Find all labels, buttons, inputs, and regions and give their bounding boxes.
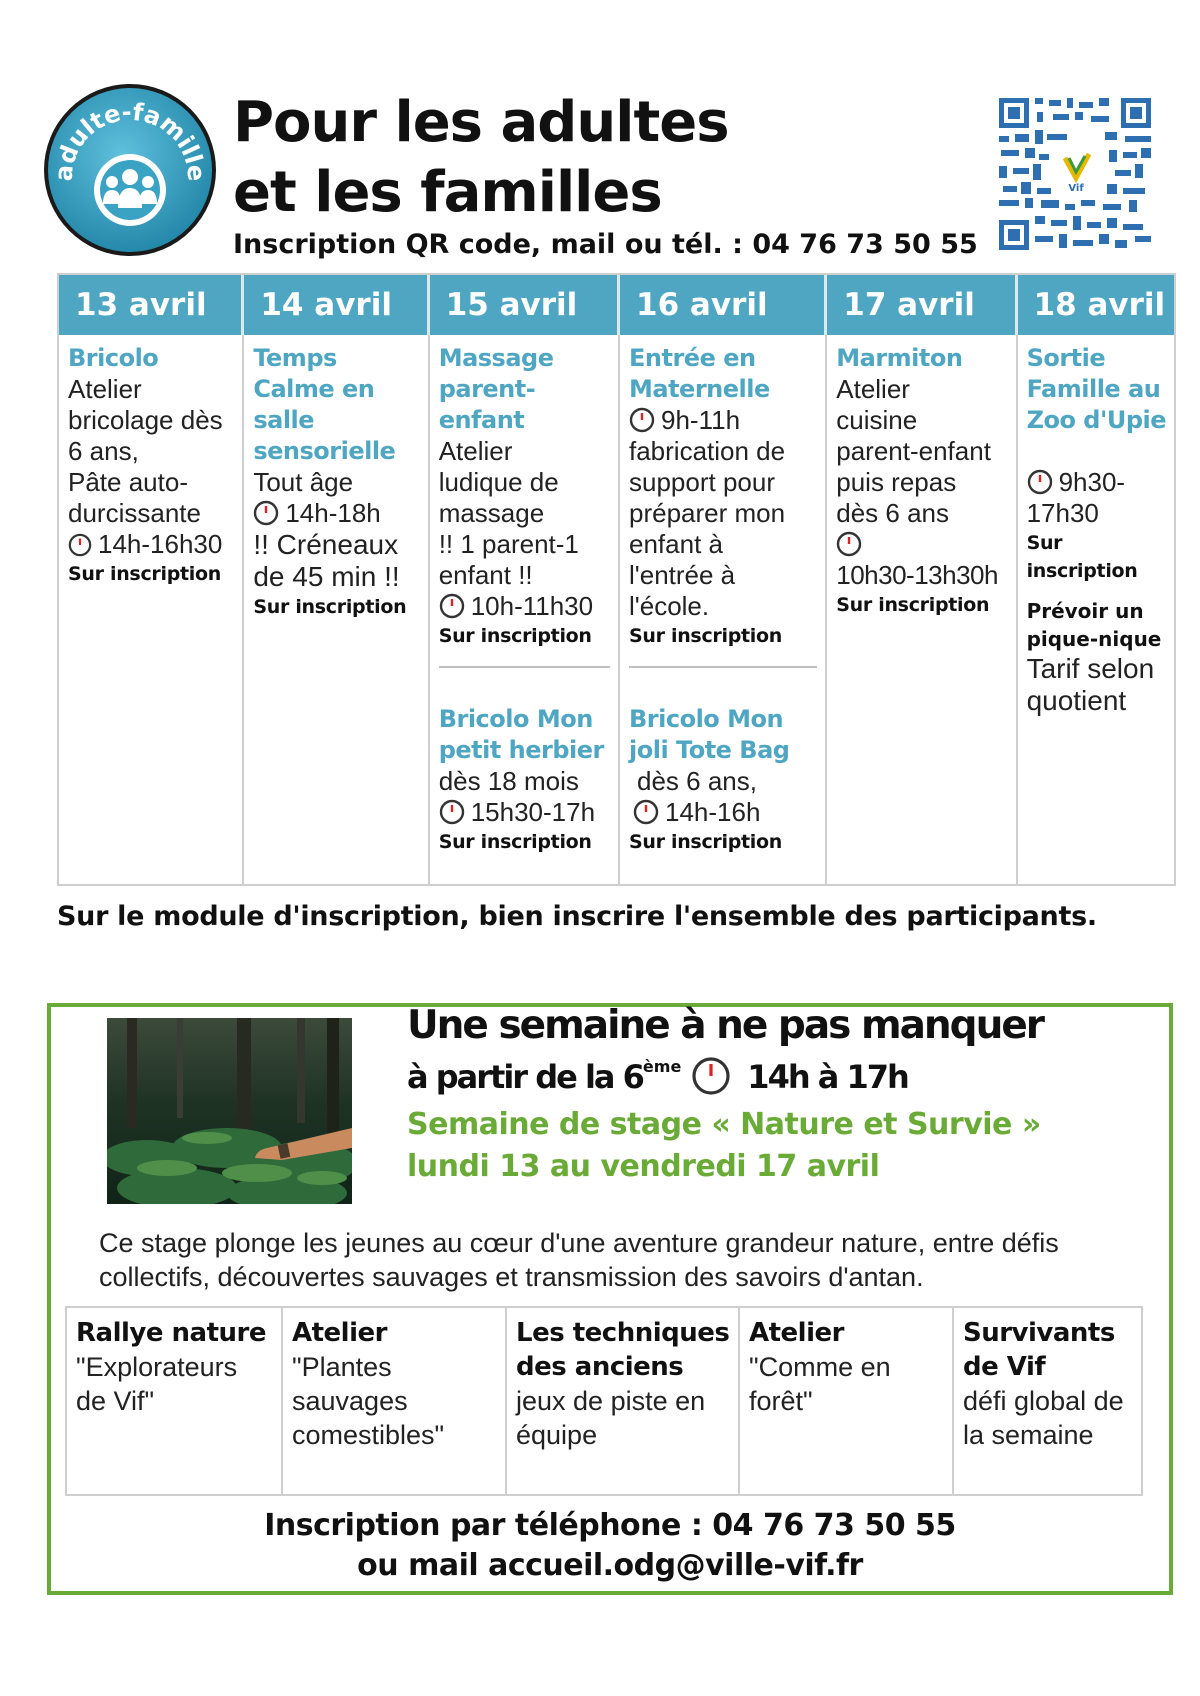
day-header-16: 16 avril xyxy=(620,275,827,335)
adulte-famille-logo xyxy=(42,82,218,258)
activity-text: "Explorateurs de Vif" xyxy=(76,1352,238,1416)
stage-age-prefix: à partir de la 6 xyxy=(407,1058,643,1096)
event-title-line: parent- xyxy=(438,375,536,403)
event-time-2 xyxy=(439,797,610,828)
day-column-14 xyxy=(244,335,429,884)
schedule-table xyxy=(57,273,1176,886)
event-time xyxy=(253,498,419,529)
event-time xyxy=(68,529,234,560)
day-column-16 xyxy=(620,335,827,884)
event-time xyxy=(1027,467,1166,498)
registration-subtitle: Inscription QR code, mail ou tél. : 04 76 73 50 55 xyxy=(233,229,978,260)
activity-title: Atelier xyxy=(749,1318,844,1348)
event-line: Atelier xyxy=(836,374,910,404)
event-line: de 45 min !! xyxy=(253,561,400,592)
event-title-line: Famille au xyxy=(1026,375,1161,403)
contact-phone: Inscription par téléphone : 04 76 73 50 55 xyxy=(264,1508,956,1543)
event-time-text: 14h-16h30 xyxy=(98,529,223,559)
event-line: enfant à xyxy=(629,529,723,559)
contact-email[interactable]: ou mail accueil.odg@ville-vif.fr xyxy=(357,1548,863,1583)
day-column-15 xyxy=(430,335,620,884)
activity-text: "Plantes sauvages comestibles" xyxy=(292,1352,445,1450)
activity-text: "Comme en forêt" xyxy=(749,1352,891,1416)
event-title-line: Massage xyxy=(438,344,554,372)
event-line: dès 6 ans, xyxy=(637,766,757,796)
schedule-body-row xyxy=(59,335,1174,884)
day-column-13 xyxy=(59,335,244,884)
day-header-15: 15 avril xyxy=(430,275,620,335)
activity-cell xyxy=(507,1308,740,1494)
event-title-line: joli Tote Bag xyxy=(629,736,790,764)
divider xyxy=(439,666,610,668)
activity-cell xyxy=(740,1308,954,1494)
stage-dates xyxy=(407,1104,1041,1188)
title-line-1: Pour les adultes xyxy=(233,90,729,155)
title-line-2: et les familles xyxy=(233,160,662,225)
event-time-text: 14h-18h xyxy=(285,498,381,528)
stage-age xyxy=(407,1056,908,1096)
registration-note: Sur inscription xyxy=(253,596,407,618)
registration-note: Sur inscription xyxy=(438,625,592,647)
activity-cell xyxy=(283,1308,507,1494)
event-line: l'école. xyxy=(629,591,710,621)
day-header-13: 13 avril xyxy=(59,275,244,335)
event-line: Pâte auto- xyxy=(68,467,188,497)
clock-icon xyxy=(633,799,659,825)
day-header-14: 14 avril xyxy=(244,275,429,335)
event-title-line: Sortie xyxy=(1026,344,1106,372)
clock-icon xyxy=(68,533,92,557)
event-line: l'entrée à xyxy=(629,560,736,590)
event-title xyxy=(253,343,419,467)
logo-text: adulte-famille xyxy=(49,97,211,183)
event-line: bricolage dès xyxy=(68,405,223,435)
event-time-text: 9h30- xyxy=(1058,467,1126,497)
event-title xyxy=(629,343,817,405)
schedule-header-row xyxy=(59,275,1174,335)
event-title xyxy=(1027,343,1166,436)
stage-title: Une semaine à ne pas manquer xyxy=(407,1003,1044,1048)
event-line: cuisine xyxy=(836,405,918,435)
activities-table xyxy=(65,1306,1143,1496)
event-title: Bricolo xyxy=(68,344,159,372)
registration-note: Sur xyxy=(1026,532,1063,554)
activity-title: Rallye nature xyxy=(76,1318,266,1348)
event-title-line: sensorielle xyxy=(253,437,396,465)
event-line: Tout âge xyxy=(253,467,354,497)
stage-name: Semaine de stage « Nature et Survie » xyxy=(407,1107,1041,1142)
event-time-icon-row xyxy=(836,529,1007,560)
event-line: !! 1 parent-1 xyxy=(438,529,579,559)
clock-icon xyxy=(629,407,655,433)
day-column-17 xyxy=(827,335,1017,884)
day-header-17: 17 avril xyxy=(827,275,1017,335)
clock-icon xyxy=(836,531,862,557)
event-title-line: Temps xyxy=(253,344,337,372)
registration-note: Sur inscription xyxy=(68,563,221,585)
event-title xyxy=(439,343,610,436)
page-title xyxy=(233,88,729,228)
clock-icon xyxy=(1027,469,1053,495)
price-note: quotient xyxy=(1026,685,1127,716)
event-line: 6 ans, xyxy=(68,436,139,466)
event-title-line: Zoo d'Upie xyxy=(1026,406,1166,434)
event-time-2 xyxy=(629,797,817,828)
activity-title: Les techniques des anciens xyxy=(516,1318,730,1382)
activity-title: Atelier xyxy=(292,1318,387,1348)
picnic-note: Prévoir un xyxy=(1026,599,1144,623)
event-time-text: 10h30-13h30h xyxy=(836,560,998,590)
event-line: parent-enfant xyxy=(836,436,991,466)
event-line: Atelier xyxy=(438,436,513,466)
event-time-text: 14h-16h xyxy=(665,797,761,827)
registration-note: Sur inscription xyxy=(836,594,990,616)
registration-note: Sur inscription xyxy=(438,831,592,853)
clock-icon xyxy=(691,1056,731,1096)
event-line: dès 18 mois xyxy=(438,766,579,796)
day-column-18 xyxy=(1018,335,1174,884)
forest-photo xyxy=(107,1018,352,1204)
stage-description: Ce stage plonge les jeunes au cœur d'une aventure grandeur nature, entre défis collectifs, découvertes sauvages et transmission des savoirs d'antan. xyxy=(99,1228,1059,1292)
event-line: fabrication de xyxy=(629,436,786,466)
event-title-line: Bricolo Mon xyxy=(438,705,593,733)
event-line: puis repas xyxy=(836,467,957,497)
registration-note: Sur inscription xyxy=(629,831,782,853)
event-title-line: enfant xyxy=(438,406,525,434)
event-time-text: 9h-11h xyxy=(661,405,741,435)
event-time xyxy=(629,405,817,436)
event-time-text: 15h30-17h xyxy=(470,797,596,827)
stage-age-sup: ème xyxy=(642,1057,682,1076)
stage-hours: 14h à 17h xyxy=(747,1058,908,1096)
activity-cell xyxy=(67,1308,283,1494)
picnic-note: pique-nique xyxy=(1026,627,1162,651)
event-time-text: 10h-11h30 xyxy=(470,591,594,621)
clock-icon xyxy=(253,500,279,526)
event-line: enfant !! xyxy=(438,560,533,590)
clock-icon xyxy=(439,799,465,825)
activity-title: Survivants de Vif xyxy=(963,1318,1115,1382)
event-line: ludique de xyxy=(438,467,559,497)
event-title-2 xyxy=(629,704,817,766)
event-title-line: petit herbier xyxy=(438,736,604,764)
event-title-line: salle xyxy=(253,406,315,434)
activity-cell xyxy=(954,1308,1141,1494)
event-line: support pour xyxy=(629,467,775,497)
event-line: Atelier xyxy=(68,374,142,404)
divider xyxy=(629,666,817,668)
event-line: massage xyxy=(438,498,545,528)
clock-icon xyxy=(439,593,465,619)
price-note: Tarif selon xyxy=(1026,653,1155,684)
event-time xyxy=(439,591,610,622)
stage-contact xyxy=(47,1506,1173,1586)
module-note: Sur le module d'inscription, bien inscrire l'ensemble des participants. xyxy=(57,901,1097,932)
event-line: dès 6 ans xyxy=(836,498,949,528)
event-title-2 xyxy=(439,704,610,766)
event-line: durcissante xyxy=(68,498,201,528)
day-header-18: 18 avril xyxy=(1033,287,1166,323)
event-title: Marmiton xyxy=(836,344,963,372)
event-time-text: 17h30 xyxy=(1026,498,1099,528)
event-title-line: Bricolo Mon xyxy=(629,705,784,733)
event-line: !! Créneaux xyxy=(253,529,399,560)
activity-text: défi global de la semaine xyxy=(963,1386,1124,1450)
registration-note: inscription xyxy=(1026,560,1138,582)
event-title-line: Maternelle xyxy=(629,375,770,403)
event-title-line: Calme en xyxy=(253,375,375,403)
activity-text: jeux de piste en équipe xyxy=(516,1386,706,1450)
qr-vif-label: Vif xyxy=(1068,183,1084,194)
registration-note: Sur inscription xyxy=(629,625,782,647)
qr-code[interactable] xyxy=(995,94,1155,254)
stage-period: lundi 13 au vendredi 17 avril xyxy=(407,1149,880,1184)
event-line: préparer mon xyxy=(629,498,786,528)
event-title-line: Entrée en xyxy=(629,344,756,372)
